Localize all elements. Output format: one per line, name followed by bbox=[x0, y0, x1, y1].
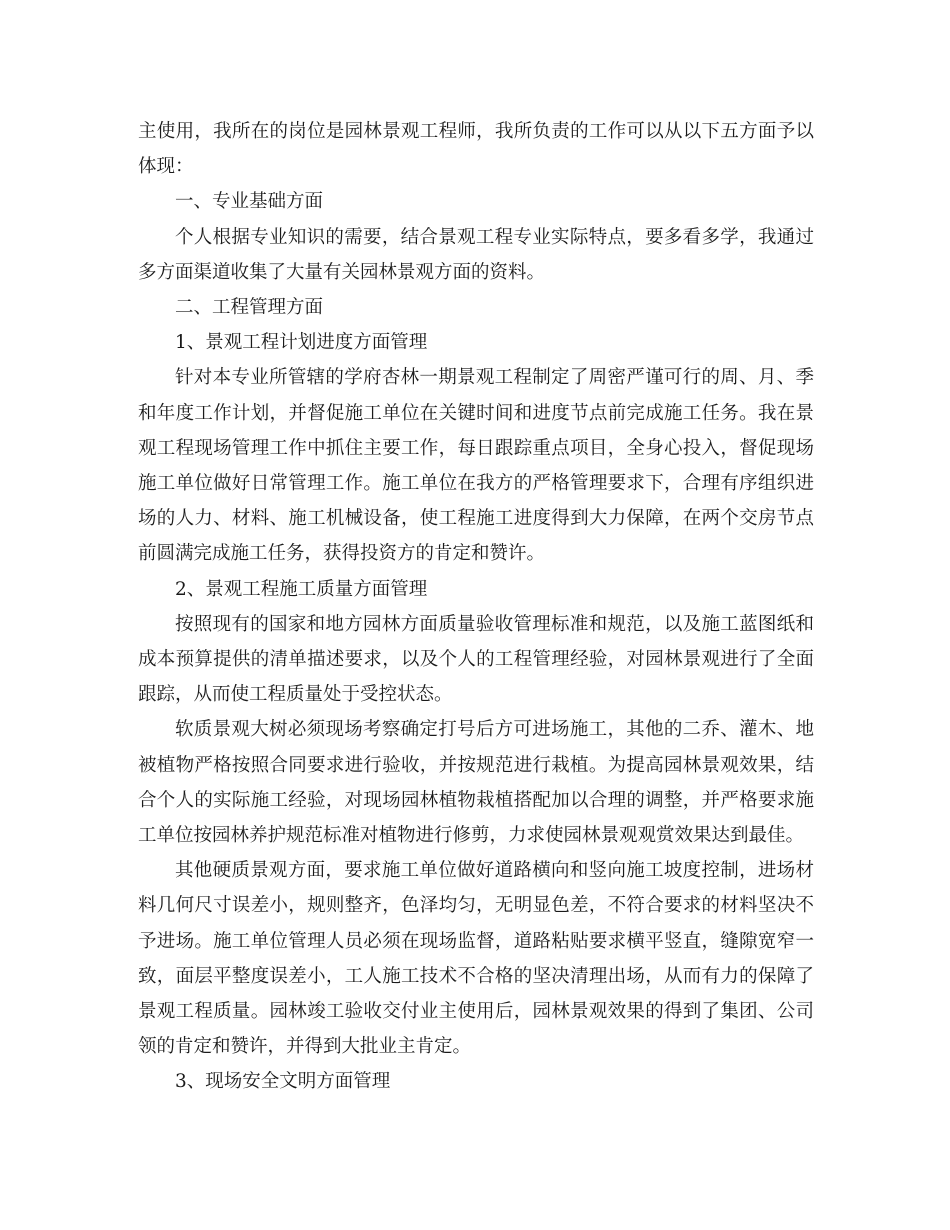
paragraph-schedule-management: 针对本专业所管辖的学府杏林一期景观工程制定了周密严谨可行的周、月、季和年度工作计划，并督促施工单位在关键时间和进度节点前完成施工任务。我在景观工程现场管理工作中抓住主要工作，每日跟踪重点项目，全身心投入，督促现场施工单位做好日常管理工作。施工单位在我方的严格管理要求下，合理有序组织进场的人力、材料、施工机械设备，使工程施工进度得到大力保障，在两个交房节点前圆满完成施工任务，获得投资方的肯定和赞许。 bbox=[138, 367, 814, 565]
paragraph-hard-landscape: 其他硬质景观方面，要求施工单位做好道路横向和竖向施工坡度控制，进场材料几何尺寸误差小，规则整齐，色泽均匀，无明显色差，不符合要求的材料坚决不予进场。施工单位管理人员必须在现场监督，道路粘贴要求横平竖直，缝隙宽窄一致，面层平整度误差小，工人施工技术不合格的坚决清理出场，从而有力的保障了景观工程质量。园林竣工验收交付业主使用后，园林景观效果的得到了集团、公司领的肯定和赞许，并得到大批业主肯定。 bbox=[138, 860, 814, 1058]
paragraph-quality-standards: 按照现有的国家和地方园林方面质量验收管理标准和规范，以及施工蓝图纸和成本预算提供的清单描述要求，以及个人的工程管理经验，对园林景观进行了全面跟踪，从而使工程质量处于受控状态。 bbox=[138, 613, 814, 706]
paragraph-professional-foundation: 个人根据专业知识的需要，结合景观工程专业实际特点，要多看多学，我通过多方面渠道收集了大量有关园林景观方面的资料。 bbox=[138, 226, 814, 283]
heading-safety-management: 3、现场安全文明方面管理 bbox=[175, 1071, 391, 1093]
heading-engineering-management: 二、工程管理方面 bbox=[175, 297, 324, 319]
heading-quality-management: 2、景观工程施工质量方面管理 bbox=[175, 578, 428, 600]
paragraph-intro-continuation: 主使用，我所在的岗位是园林景观工程师，我所负责的工作可以从以下五方面予以体现： bbox=[138, 121, 814, 178]
heading-schedule-management: 1、景观工程计划进度方面管理 bbox=[175, 332, 428, 354]
document-body bbox=[138, 114, 814, 1100]
heading-professional-foundation: 一、专业基础方面 bbox=[175, 191, 324, 213]
paragraph-soft-landscape: 软质景观大树必须现场考察确定打号后方可进场施工，其他的二乔、灌木、地被植物严格按照合同要求进行验收，并按规范进行栽植。为提高园林景观效果，结合个人的实际施工经验，对现场园林植物栽植搭配加以合理的调整，并严格要求施工单位按园林养护规范标准对植物进行修剪，力求使园林景观观赏效果达到最佳。 bbox=[138, 719, 814, 847]
